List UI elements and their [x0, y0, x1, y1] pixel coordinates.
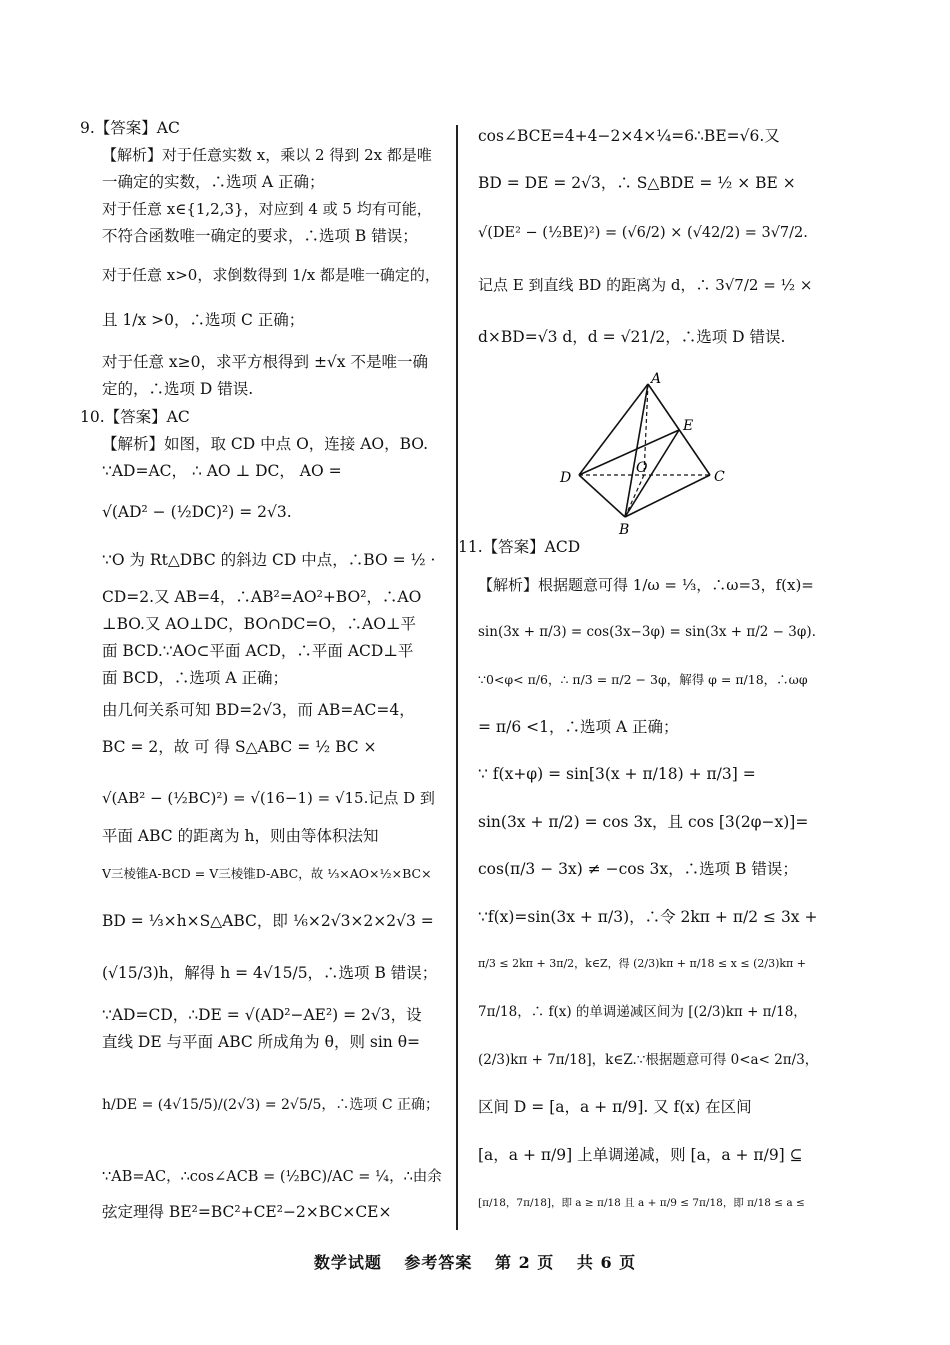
left-text-line: 9.【答案】AC	[80, 119, 180, 137]
footer-page: 第 2 页	[495, 1253, 555, 1272]
right-text-line: BD = DE = 2√3，∴ S△BDE = ½ × BE ×	[478, 174, 796, 192]
right-text-line: = π/6 <1，∴选项 A 正确；	[478, 718, 679, 736]
right-text-line: ∵f(x)=sin(3x + π/3)，∴令 2kπ + π/2 ≤ 3x +	[478, 908, 818, 926]
left-text-line: 对于任意 x>0，求倒数得到 1/x 都是唯一确定的，	[102, 266, 440, 284]
edge-DB	[579, 475, 625, 517]
right-text-line: 区间 D = [a，a + π/9]. 又 f(x) 在区间	[478, 1098, 752, 1116]
left-text-line: ∵AB=AC，∴cos∠ACB = (½BC)/AC = ¼，∴由余	[102, 1169, 442, 1185]
left-text-line: 面 BCD，∴选项 A 正确；	[102, 669, 288, 687]
left-text-line: 平面 ABC 的距离为 h，则由等体积法知	[102, 827, 379, 845]
left-text-line: √(AD² − (½DC)²) = 2√3.	[102, 503, 292, 521]
left-text-line: 且 1/x >0，∴选项 C 正确；	[102, 311, 305, 329]
left-text-line: 面 BCD.∵AO⊂平面 ACD，∴平面 ACD⊥平	[102, 642, 414, 660]
label-O: O	[636, 460, 648, 476]
left-text-line: 对于任意 x≥0，求平方根得到 ±√x 不是唯一确	[102, 353, 428, 371]
right-text-line: 【解析】根据题意可得 1/ω = ⅓，∴ω=3，f(x)=	[478, 576, 814, 594]
footer-subject: 数学试题	[313, 1253, 382, 1272]
left-text-line: h/DE = (4√15/5)/(2√3) = 2√5/5，∴选项 C 正确；	[102, 1097, 439, 1113]
label-D: D	[560, 470, 572, 486]
left-text-line: (√15/3)h，解得 h = 4√15/5，∴选项 B 错误；	[102, 964, 438, 982]
right-text-line: [a，a + π/9] 上单调递减，则 [a，a + π/9] ⊆	[478, 1146, 803, 1164]
left-text-line: BC = 2，故 可 得 S△ABC = ½ BC ×	[102, 738, 377, 756]
left-text-line: 直线 DE 与平面 ABC 所成角为 θ，则 sin θ=	[102, 1033, 421, 1051]
left-text-line: 10.【答案】AC	[80, 408, 190, 426]
right-text-line: d×BD=√3 d，d = √21/2，∴选项 D 错误.	[478, 328, 786, 346]
left-text-line: √(AB² − (½BC)²) = √(16−1) = √15.记点 D 到	[102, 789, 435, 807]
right-text-line: 11.【答案】ACD	[458, 538, 581, 556]
left-text-line: V三棱锥A-BCD = V三棱锥D-ABC，故 ⅓×AO×½×BC×	[102, 866, 432, 881]
left-text-line: ∵AD=AC， ∴ AO ⊥ DC， AO =	[102, 462, 342, 480]
column-divider	[456, 125, 458, 1230]
left-text-line: ∵AD=CD，∴DE = √(AD²−AE²) = 2√3，设	[102, 1006, 422, 1024]
page-footer	[0, 1250, 950, 1273]
left-text-line: ⊥BO.又 AO⊥DC，BO∩DC=O，∴AO⊥平	[102, 615, 417, 633]
right-text-line: sin(3x + π/2) = cos 3x，且 cos [3(2φ−x)]=	[478, 813, 809, 831]
right-text-line: ∵0<φ< π/6，∴ π/3 = π/2 − 3φ，解得 φ = π/18，∴ωφ	[478, 672, 808, 687]
left-text-line: 【解析】对于任意实数 x，乘以 2 得到 2x 都是唯	[102, 146, 432, 164]
right-text-line: [π/18，7π/18]，即 a ≥ π/18 且 a + π/9 ≤ 7π/18，即 π/18 ≤ a ≤	[478, 1197, 805, 1209]
edge-AC	[648, 384, 710, 475]
label-E: E	[683, 418, 694, 434]
label-B: B	[619, 522, 630, 537]
left-text-line: 一确定的实数，∴选项 A 正确；	[102, 173, 325, 191]
left-text-line: 【解析】如图，取 CD 中点 O，连接 AO，BO.	[102, 435, 429, 453]
right-text-line: cos(π/3 − 3x) ≠ −cos 3x，∴选项 B 错误；	[478, 860, 798, 878]
left-text-line: 由几何关系可知 BD=2√3，而 AB=AC=4，	[102, 701, 415, 719]
left-text-line: 对于任意 x∈{1,2,3}，对应到 4 或 5 均有可能，	[102, 200, 432, 218]
right-text-line: cos∠BCE=4+4−2×4×¼=6∴BE=√6.又	[478, 127, 780, 145]
left-text-line: BD = ⅓×h×S△ABC，即 ⅙×2√3×2×2√3 =	[102, 912, 434, 930]
footer-total: 共 6 页	[576, 1253, 637, 1272]
label-A: A	[651, 372, 662, 387]
left-text-line: 不符合函数唯一确定的要求，∴选项 B 错误；	[102, 227, 418, 245]
right-text-line: √(DE² − (½BE)²) = (√6/2) × (√42/2) = 3√7/2.	[478, 225, 808, 241]
footer-type: 参考答案	[404, 1253, 473, 1272]
right-text-line: 记点 E 到直线 BD 的距离为 d，∴ 3√7/2 = ½ ×	[478, 276, 813, 294]
left-text-line: 弦定理得 BE²=BC²+CE²−2×BC×CE×	[102, 1203, 392, 1221]
left-text-line: ∵O 为 Rt△DBC 的斜边 CD 中点，∴BO = ½ ·	[102, 551, 436, 569]
label-C: C	[714, 469, 725, 485]
right-text-line: ∵ f(x+φ) = sin[3(x + π/18) + π/3] =	[478, 765, 756, 783]
right-text-line: (2/3)kπ + 7π/18]，k∈Z.∵根据题意可得 0<a< 2π/3，	[478, 1052, 819, 1068]
edge-DE	[579, 430, 679, 475]
right-text-line: π/3 ≤ 2kπ + 3π/2，k∈Z，得 (2/3)kπ + π/18 ≤ x ≤ (2/3)kπ +	[478, 957, 806, 970]
right-text-line: 7π/18，∴ f(x) 的单调递减区间为 [(2/3)kπ + π/18，	[478, 1004, 807, 1020]
left-text-line: CD=2.又 AB=4，∴AB²=AO²+BO²，∴AO	[102, 588, 422, 606]
left-text-line: 定的，∴选项 D 错误.	[102, 380, 254, 398]
tetrahedron-figure	[555, 372, 730, 537]
right-text-line: sin(3x + π/3) = cos(3x−3φ) = sin(3x + π/2 − 3φ).	[478, 624, 816, 640]
